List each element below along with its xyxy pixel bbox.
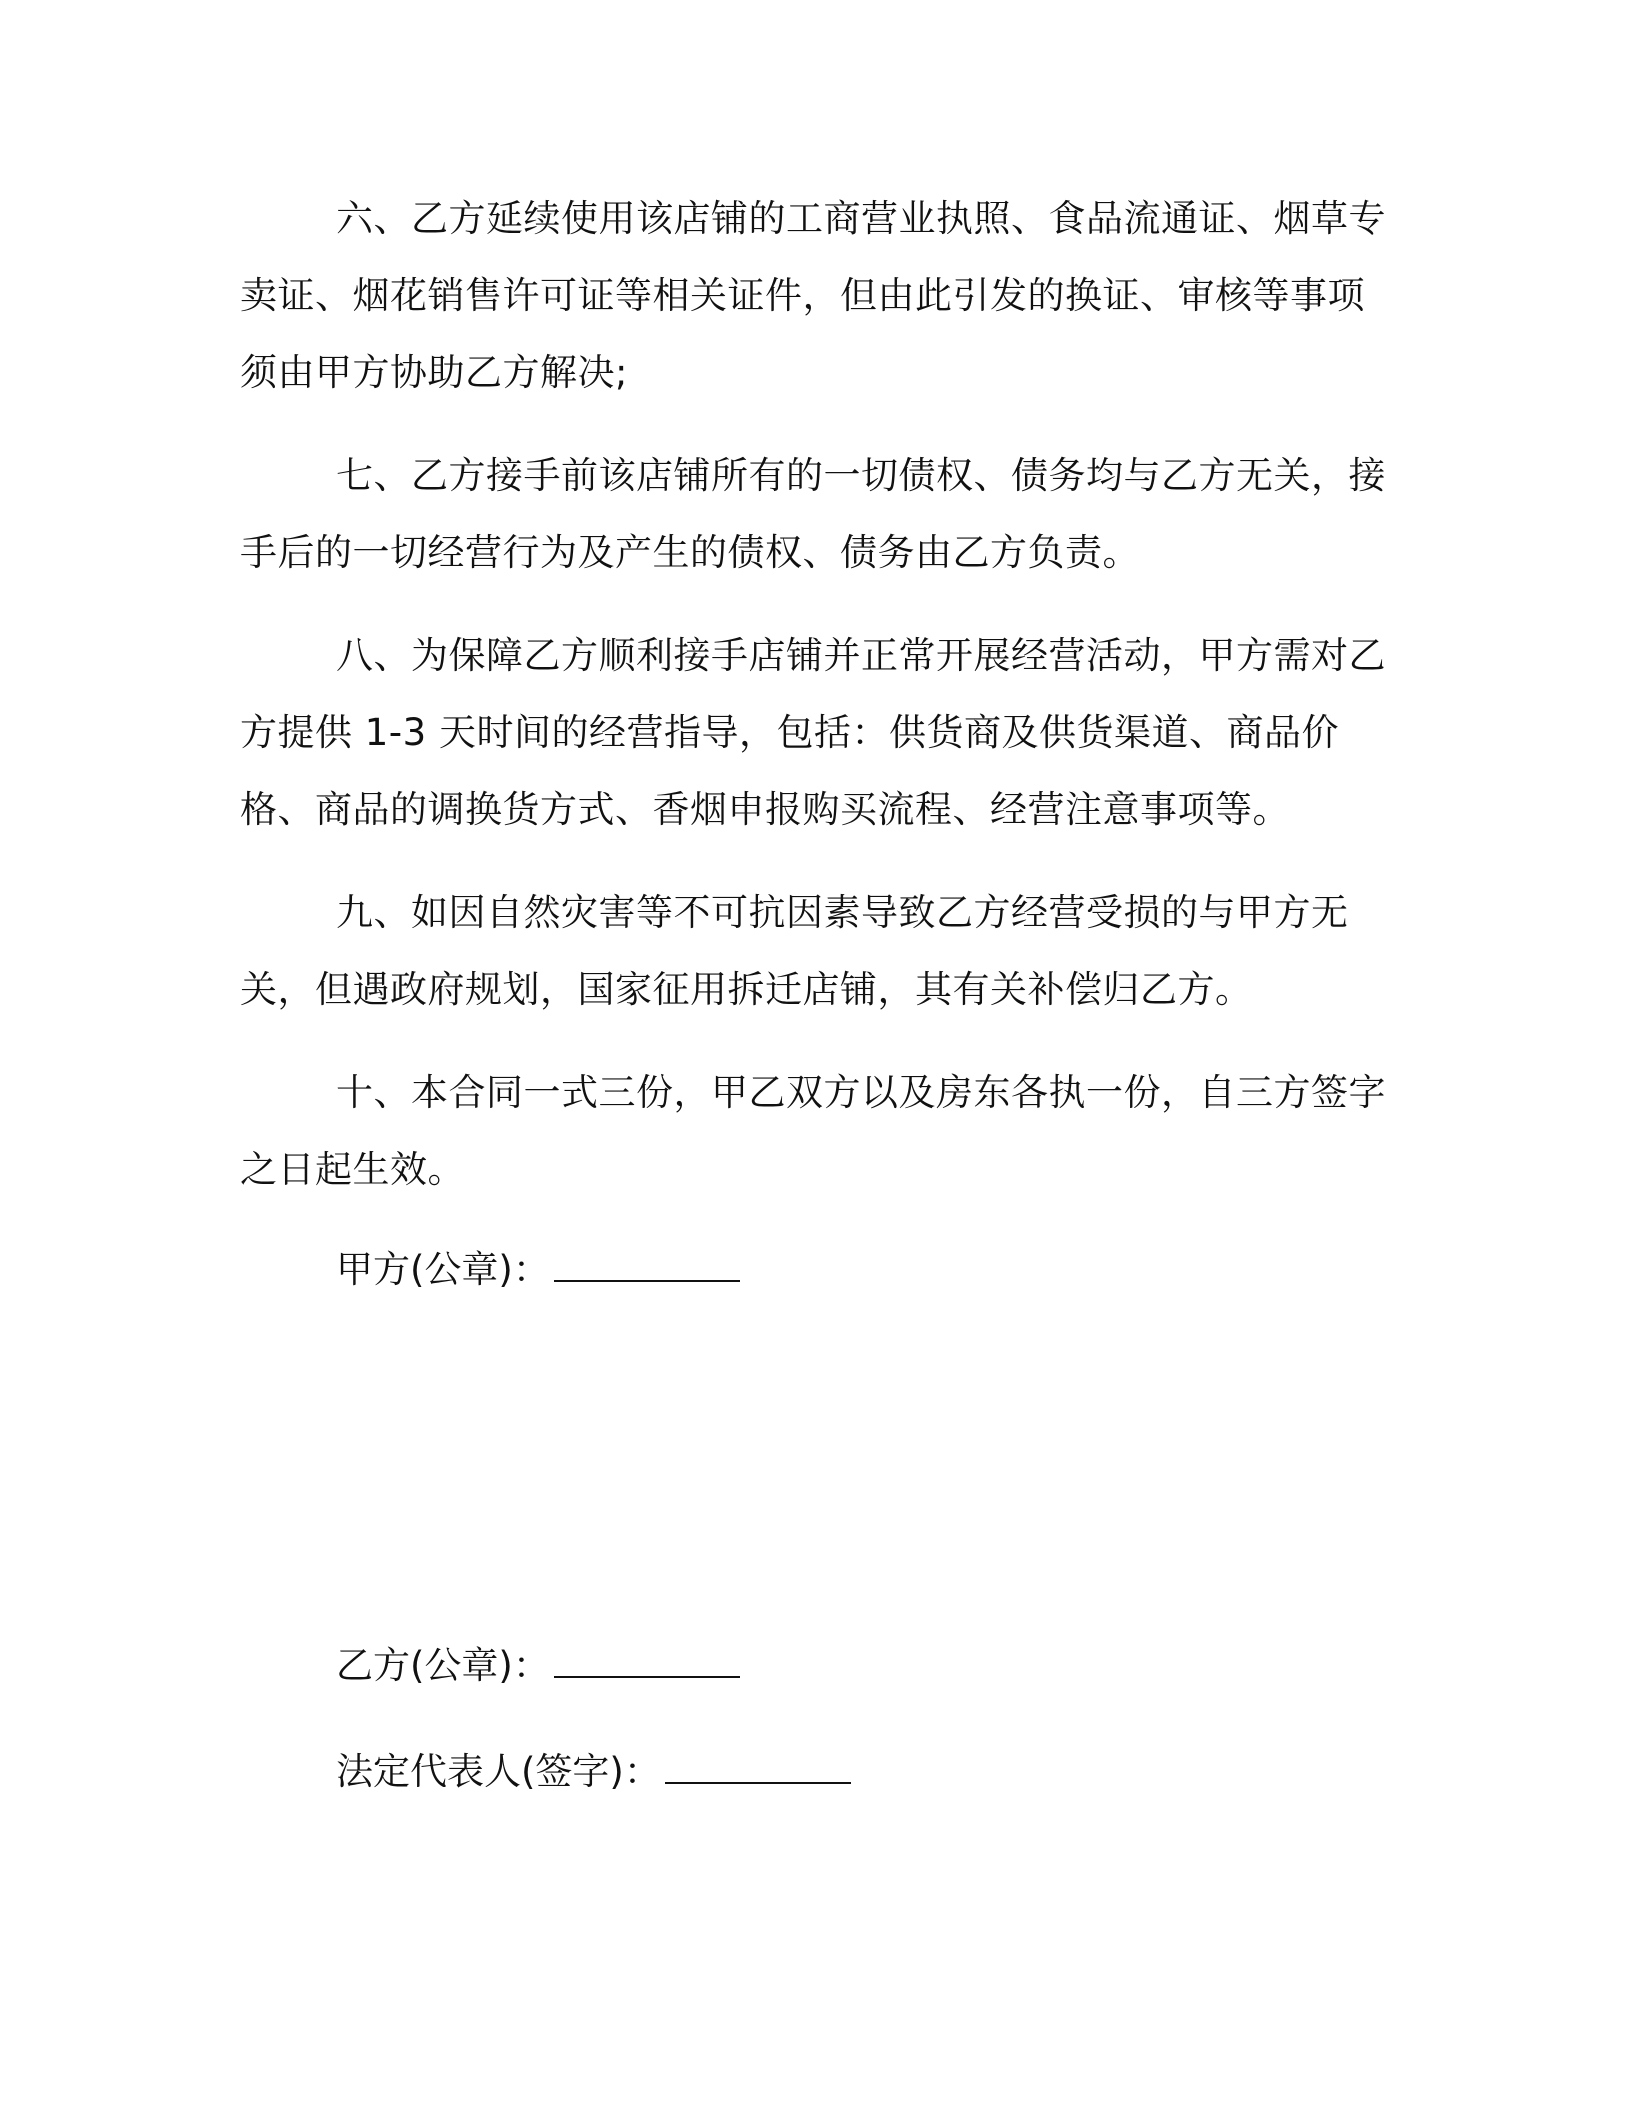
- legal-rep-blank: [665, 1746, 851, 1784]
- clause-7: 七、乙方接手前该店铺所有的一切债权、债务均与乙方无关，接手后的一切经营行为及产生的债权、债务由乙方负责。: [240, 454, 1386, 574]
- legal-rep-label: 法定代表人(签字)：: [336, 1750, 661, 1793]
- party-b-label: 乙方(公章)：: [336, 1644, 550, 1687]
- legal-rep-signature-line: [336, 1742, 851, 1802]
- clause-9: 九、如因自然灾害等不可抗因素导致乙方经营受损的与甲方无关，但遇政府规划，国家征用拆迁店铺，其有关补偿归乙方。: [240, 891, 1349, 1011]
- party-a-signature-line: [336, 1240, 740, 1300]
- clause-6: 六、乙方延续使用该店铺的工商营业执照、食品流通证、烟草专卖证、烟花销售许可证等相关证件，但由此引发的换证、审核等事项须由甲方协助乙方解决;: [240, 197, 1386, 394]
- party-b-blank: [554, 1640, 740, 1678]
- clause-10: 十、本合同一式三份，甲乙双方以及房东各执一份，自三方签字之日起生效。: [240, 1071, 1386, 1191]
- party-b-signature-line: [336, 1636, 740, 1696]
- party-a-label: 甲方(公章)：: [336, 1248, 550, 1291]
- party-a-blank: [554, 1244, 740, 1282]
- clause-8: 八、为保障乙方顺利接手店铺并正常开展经营活动，甲方需对乙方提供 1-3 天时间的经营指导，包括：供货商及供货渠道、商品价格、商品的调换货方式、香烟申报购买流程、经营注意事项等。: [240, 634, 1386, 831]
